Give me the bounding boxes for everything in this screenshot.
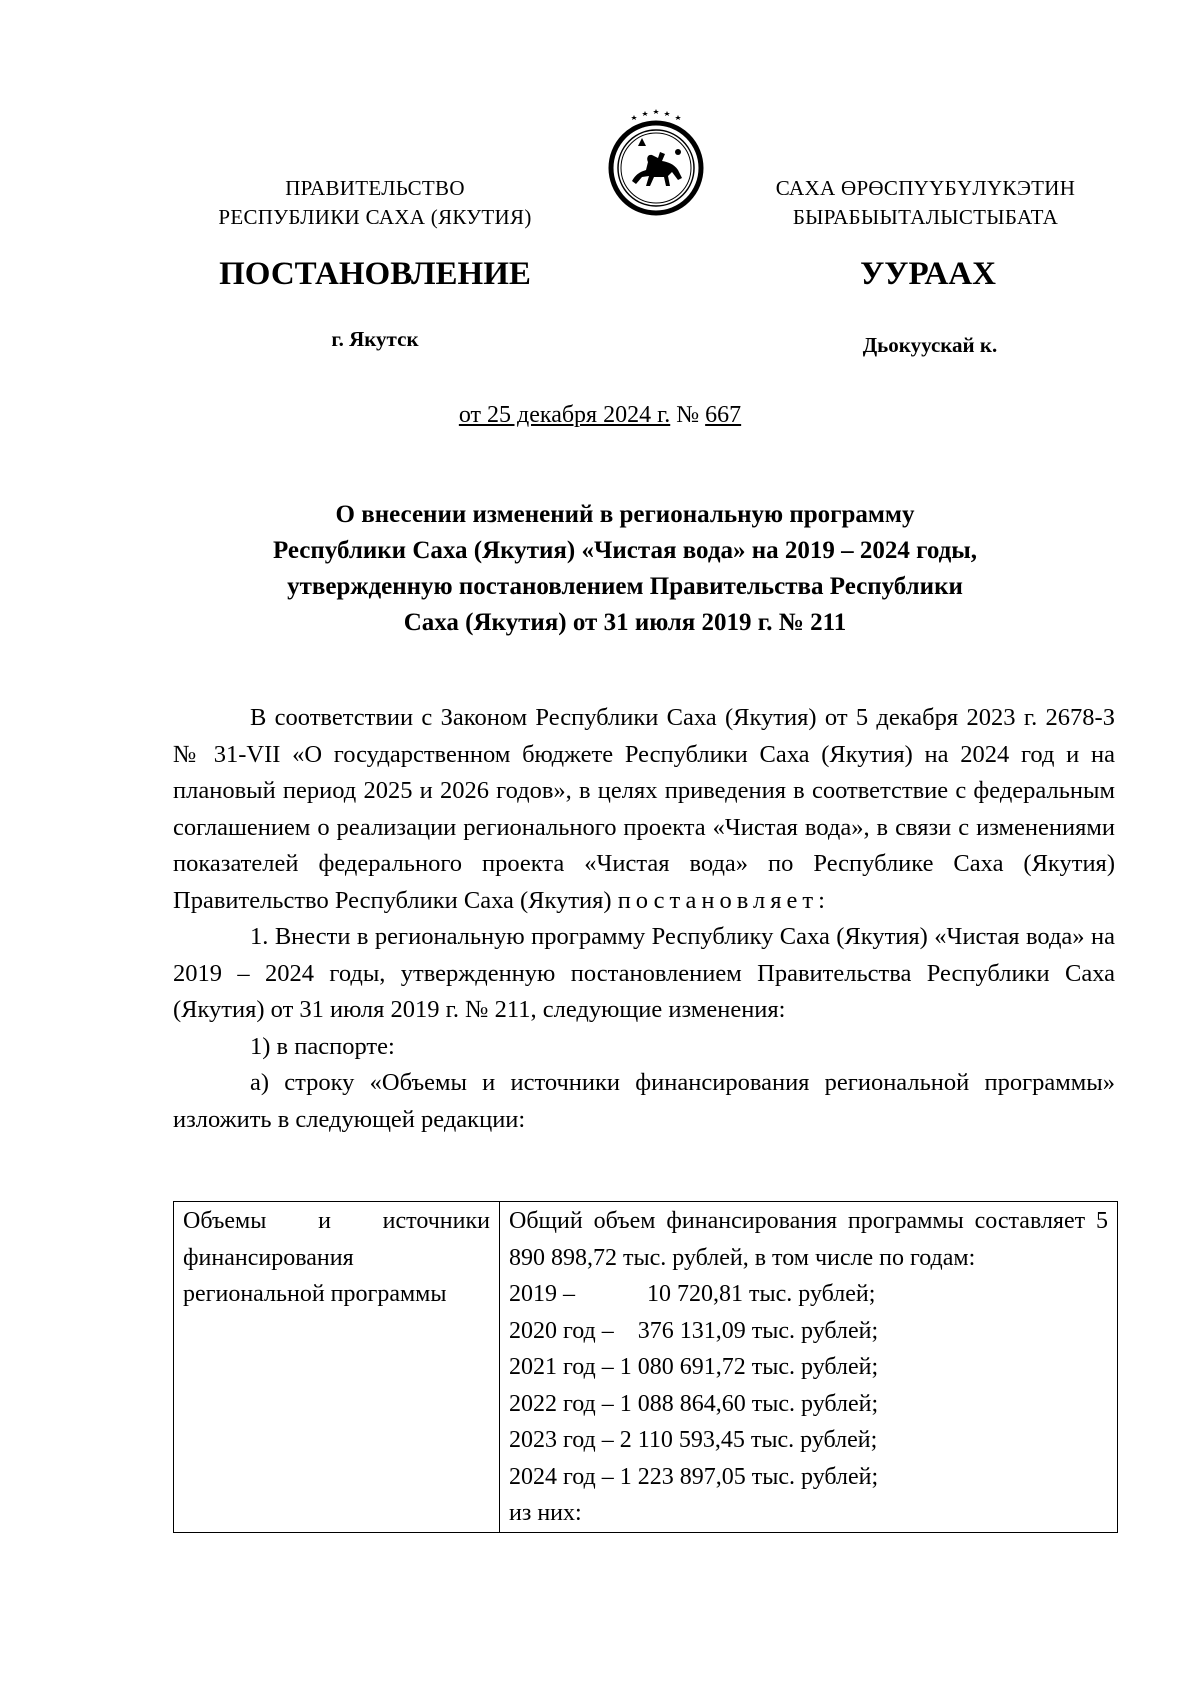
document-title <box>200 497 1050 641</box>
financing-year-2021: 2021 год – 1 080 691,72 тыс. рублей; <box>509 1354 879 1380</box>
preamble-text: В соответствии с Законом Республики Саха (Якутия) от 5 декабря 2023 г. 2678-З № 31-VII «О государственном бюджете Республики Саха (Якутия) на 2024 год и на плановый период 2025 и 2026 годов», в целях приведения в соответствие с федеральным соглашением о реализации регионального проекта «Чистая вода», в связи с изменениями показателей федерального проекта «Чистая вода» по Республике Саха (Якутия) Правительство Республики Саха (Якутия) <box>173 704 1115 914</box>
city-russian: г. Якутск <box>331 327 419 351</box>
financing-table <box>173 1201 1118 1533</box>
paragraph-preamble <box>173 700 1115 919</box>
gov-right-line1: САХА ӨРӨСПҮҮБҮЛҮКЭТИН <box>775 176 1076 200</box>
doc-type-yakut: УУРААХ <box>860 256 996 292</box>
title-line-3: утвержденную постановлением Правительства Республики <box>287 573 963 600</box>
government-name-russian <box>190 174 560 232</box>
table-row <box>174 1202 1118 1533</box>
city-yakut: Дьокуускай к. <box>862 333 998 357</box>
resolves-word: постановляет: <box>617 886 830 914</box>
financing-year-2024: 2024 год – 1 223 897,05 тыс. рублей; <box>509 1463 879 1490</box>
paragraph-subitem-a: а) строку «Объемы и источники финансирования региональной программы» изложить в следующей редакции: <box>173 1069 1115 1133</box>
title-line-1: О внесении изменений в региональную программу <box>335 501 915 528</box>
table-cell-content <box>500 1202 1118 1533</box>
title-line-4: Саха (Якутия) от 31 июля 2019 г. № 211 <box>403 609 847 636</box>
paragraph-item-1: 1. Внести в региональную программу Республику Саха (Якутия) «Чистая вода» на 2019 – 2024 годы, утвержденную постановлением Правительства Республики Саха (Якутия) от 31 июля 2019 г. № 211, следующие изменения: <box>173 923 1115 1023</box>
coat-of-arms-emblem-icon <box>602 106 710 218</box>
table-cell-label: Объемы и источники финансирования региональной программы <box>174 1202 500 1533</box>
paragraph-subitem-1: 1) в паспорте: <box>250 1032 395 1060</box>
number-sign: № <box>676 402 700 428</box>
financing-year-2023: 2023 год – 2 110 593,45 тыс. рублей; <box>509 1427 878 1453</box>
document-date: от 25 декабря 2024 г. <box>458 402 671 428</box>
doc-type-russian: ПОСТАНОВЛЕНИЕ <box>219 256 531 292</box>
financing-tail: из них: <box>509 1500 582 1526</box>
document-number: 667 <box>705 402 742 428</box>
gov-right-line2: БЫРАБЫЫТАЛЫСТЫБАТА <box>792 205 1059 229</box>
financing-year-2022: 2022 год – 1 088 864,60 тыс. рублей; <box>509 1390 879 1417</box>
gov-left-line1: ПРАВИТЕЛЬСТВО <box>285 176 465 200</box>
title-line-2: Республики Саха (Якутия) «Чистая вода» на 2019 – 2024 годы, <box>272 537 978 564</box>
financing-intro: Общий объем финансирования программы составляет 5 890 898,72 тыс. рублей, в том числе по годам: <box>509 1208 1108 1271</box>
financing-year-2020: 2020 год – 376 131,09 тыс. рублей; <box>509 1317 879 1344</box>
document-body <box>173 700 1115 1138</box>
gov-left-line2: РЕСПУБЛИКИ САХА (ЯКУТИЯ) <box>218 205 532 229</box>
financing-year-2019: 2019 – 10 720,81 тыс. рублей; <box>509 1281 876 1307</box>
government-name-yakut <box>753 174 1098 232</box>
document-date-number <box>300 402 900 429</box>
